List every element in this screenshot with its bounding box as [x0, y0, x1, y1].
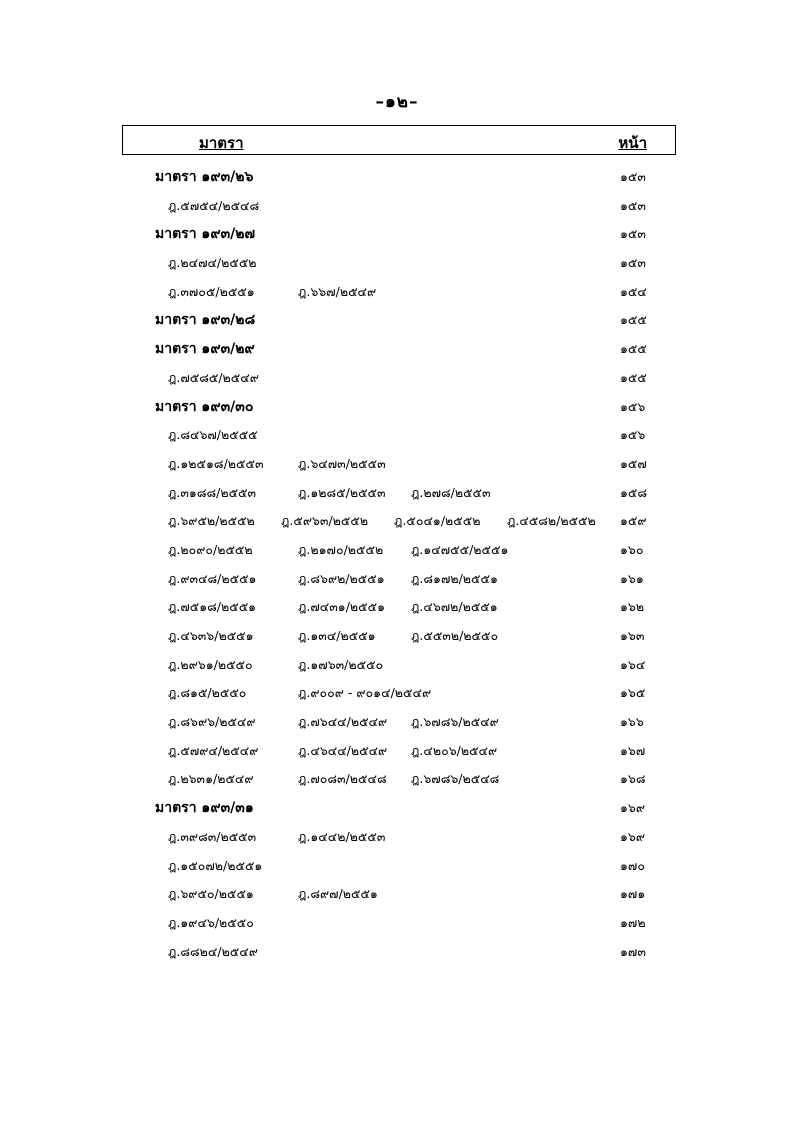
- case-citation: ฎ.๑๓๔/๒๕๕๑: [298, 628, 376, 643]
- page-ref: ๑๕๓: [620, 169, 646, 184]
- case-citation: ฎ.๓๑๘๘/๒๕๕๓: [168, 484, 257, 500]
- case-citation: ฎ.๑๒๕๑๘/๒๕๕๓: [168, 455, 264, 471]
- page-ref: ๑๕๙: [620, 513, 647, 529]
- page-ref: ๑๗๐: [620, 857, 645, 873]
- toc-citation-row: [0, 619, 794, 648]
- page-ref: ๑๖๑: [620, 570, 644, 586]
- case-citation: ฎ.๕๐๔๑/๒๕๕๒: [394, 513, 481, 529]
- case-citation: ฎ.๒๖๓๑/๒๕๔๙: [168, 771, 254, 787]
- toc-section-row: [0, 332, 794, 361]
- page-ref: ๑๖๖: [620, 714, 644, 730]
- case-citation: ฎ.๔๖๓๖/๒๕๕๑: [168, 628, 254, 643]
- page-ref: ๑๖๓: [620, 628, 645, 643]
- toc-citation-row: [0, 447, 794, 476]
- case-citation: ฎ.๕๙๖๓/๒๕๕๒: [281, 513, 369, 529]
- toc-citation-row: [0, 562, 794, 591]
- toc-citation-row: [0, 676, 794, 705]
- case-citation: ฎ.๕๗๙๔/๒๕๔๙: [168, 742, 259, 758]
- page-ref: ๑๕๓: [620, 255, 646, 271]
- case-citation: ฎ.๘๖๙๖/๒๕๔๙: [168, 714, 256, 730]
- page-number: –๑๒–: [375, 92, 419, 112]
- toc-section-row: [0, 217, 794, 246]
- case-citation: ฎ.๘๑๕/๒๕๕๐: [168, 685, 247, 701]
- page-ref: ๑๗๒: [620, 914, 646, 930]
- toc-citation-row: [0, 533, 794, 562]
- case-citation: ฎ.๖๔๗๓/๒๕๕๓: [298, 455, 386, 471]
- toc-citation-row: [0, 849, 794, 878]
- toc-section-row: [0, 390, 794, 419]
- page-ref: ๑๖๙: [620, 828, 646, 844]
- page-ref: ๑๕๕: [620, 312, 647, 328]
- section-title: มาตรา ๑๙๓/๒๗: [155, 226, 256, 243]
- case-citation: ฎ.๓๗๐๕/๒๕๕๑: [168, 283, 255, 299]
- toc-citation-row: [0, 762, 794, 791]
- page-ref: ๑๕๖: [620, 398, 646, 414]
- case-citation: ฎ.๑๕๐๗๒/๒๕๕๑: [168, 857, 263, 873]
- page-ref: ๑๖๐: [620, 541, 644, 557]
- toc-citation-row: [0, 906, 794, 935]
- page-ref: ๑๖๗: [620, 742, 646, 758]
- toc-citation-row: [0, 648, 794, 677]
- toc-citation-row: [0, 877, 794, 906]
- header-section-label: มาตรา: [199, 134, 244, 152]
- case-citation: ฎ.๖๗๘๖/๒๕๔๘: [411, 771, 500, 787]
- toc-citation-row: [0, 820, 794, 849]
- section-title: มาตรา ๑๙๓/๓๑: [155, 800, 254, 817]
- case-citation: ฎ.๔๖๔๔/๒๕๔๙: [298, 742, 388, 758]
- page-ref: ๑๕๘: [620, 484, 648, 500]
- section-title: มาตรา ๑๙๓/๒๖: [155, 169, 254, 185]
- page-ref: ๑๗๑: [620, 886, 646, 902]
- page-ref: ๑๖๔: [620, 656, 646, 672]
- case-citation: ฎ.๘๖๙๒/๒๕๕๑: [298, 570, 385, 586]
- case-citation: ฎ.๓๙๘๓/๒๕๕๓: [168, 828, 257, 844]
- page-ref: ๑๖๘: [620, 771, 646, 787]
- header-page-label: หน้า: [618, 134, 647, 152]
- toc-section-row: [0, 303, 794, 332]
- toc-section-row: [0, 160, 794, 189]
- toc-citation-row: [0, 275, 794, 304]
- case-citation: ฎ.๔๖๗๒/๒๕๕๑: [411, 599, 498, 615]
- case-citation: ฎ.๖๙๕๒/๒๕๕๒: [168, 513, 255, 529]
- case-citation: ฎ.๖๙๕๐/๒๕๕๑: [168, 886, 254, 902]
- case-citation: ฎ.๑๒๘๕/๒๕๕๓: [298, 484, 386, 500]
- case-citation: ฎ.๙๐๐๙ - ๙๐๑๔/๒๕๔๙: [298, 685, 432, 701]
- case-citation: ฎ.๒๑๗๐/๒๕๕๒: [298, 541, 384, 557]
- case-citation: ฎ.๖๗๘๖/๒๕๔๙: [411, 714, 499, 730]
- page-ref: ๑๖๙: [620, 800, 646, 816]
- toc-header: [122, 125, 676, 155]
- case-citation: ฎ.๘๙๗/๒๕๕๑: [298, 886, 378, 902]
- toc-section-row: [0, 791, 794, 820]
- page-ref: ๑๕๕: [620, 369, 647, 385]
- toc-citation-row: [0, 418, 794, 447]
- toc-citation-row: [0, 590, 794, 619]
- case-citation: ฎ.๕๗๕๔/๒๕๔๘: [168, 197, 260, 213]
- toc-citation-row: [0, 476, 794, 505]
- page-ref: ๑๕๗: [620, 455, 647, 471]
- case-citation: ฎ.๑๔๗๕๕/๒๕๕๑: [411, 541, 509, 557]
- section-title: มาตรา ๑๙๓/๒๙: [155, 341, 255, 358]
- case-citation: ฎ.๔๒๐๖/๒๕๔๙: [411, 742, 498, 758]
- toc-citation-row: [0, 361, 794, 390]
- case-citation: ฎ.๔๕๘๒/๒๕๕๒: [507, 513, 596, 529]
- case-citation: ฎ.๑๗๖๓/๒๕๕๐: [298, 656, 384, 672]
- page-ref: ๑๖๕: [620, 685, 646, 701]
- toc-citation-row: [0, 705, 794, 734]
- case-citation: ฎ.๒๔๗๔/๒๕๕๒: [168, 255, 257, 271]
- page-ref: ๑๕๓: [620, 226, 646, 242]
- section-title: มาตรา ๑๙๓/๓๐: [155, 398, 254, 415]
- case-citation: ฎ.๗๐๘๓/๒๕๔๘: [298, 771, 387, 787]
- page-ref: ๑๖๒: [620, 599, 645, 615]
- case-citation: ฎ.๘๑๗๒/๒๕๕๑: [411, 570, 498, 586]
- case-citation: ฎ.๑๔๔๒/๒๕๕๓: [298, 828, 386, 844]
- toc-citation-row: [0, 734, 794, 763]
- toc-citation-row: [0, 504, 794, 533]
- case-citation: ฎ.๘๘๒๔/๒๕๔๙: [168, 943, 258, 959]
- section-title: มาตรา ๑๙๓/๒๘: [155, 312, 256, 329]
- toc-list: [0, 160, 794, 963]
- case-citation: ฎ.๗๕๑๘/๒๕๕๑: [168, 599, 257, 615]
- page-ref: ๑๕๕: [620, 341, 647, 357]
- case-citation: ฎ.๗๕๘๕/๒๕๔๙: [168, 369, 259, 385]
- page-ref: ๑๕๖: [620, 427, 646, 443]
- case-citation: ฎ.๖๖๗/๒๕๔๙: [298, 283, 377, 299]
- toc-citation-row: [0, 935, 794, 964]
- case-citation: ฎ.๒๙๖๑/๒๕๕๐: [168, 656, 253, 672]
- case-citation: ฎ.๒๗๘/๒๕๕๓: [411, 484, 491, 500]
- case-citation: ฎ.๒๐๙๐/๒๕๕๒: [168, 541, 253, 557]
- page-ref: ๑๗๓: [620, 943, 646, 959]
- case-citation: ฎ.๗๔๓๑/๒๕๕๑: [298, 599, 386, 615]
- case-citation: ฎ.๘๔๖๗/๒๕๕๕: [168, 427, 258, 443]
- case-citation: ฎ.๑๙๔๖/๒๕๕๐: [168, 914, 254, 930]
- case-citation: ฎ.๙๓๔๘/๒๕๕๑: [168, 570, 257, 586]
- case-citation: ฎ.๕๕๓๒/๒๕๕๐: [411, 628, 499, 643]
- page-ref: ๑๕๓: [620, 197, 646, 213]
- page-ref: ๑๕๔: [620, 283, 647, 299]
- toc-citation-row: [0, 246, 794, 275]
- toc-citation-row: [0, 189, 794, 218]
- case-citation: ฎ.๗๖๔๔/๒๕๔๙: [298, 714, 388, 730]
